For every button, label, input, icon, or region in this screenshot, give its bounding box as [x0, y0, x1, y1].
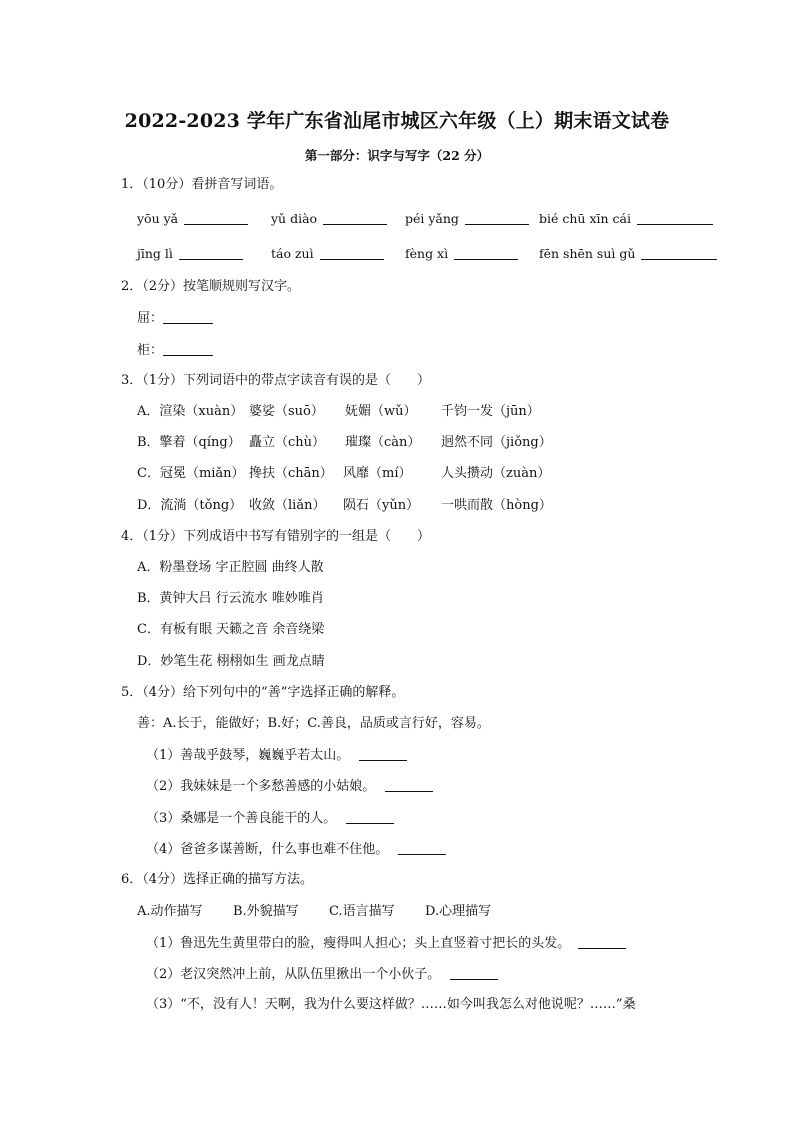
option-row[interactable]: D．妙笔生花 栩栩如生 画龙点睛 — [137, 654, 325, 669]
answer-blank[interactable] — [184, 210, 248, 225]
question-2-stem: 2．（2分）按笔顺规则写汉字。 — [121, 279, 301, 294]
answer-blank[interactable] — [641, 245, 717, 260]
answer-blank[interactable] — [465, 210, 529, 225]
sentence-item: （4）爸爸多谋善断，什么事也难不住他。 — [146, 840, 446, 859]
pinyin-item: yǔ diào — [271, 210, 387, 226]
answer-blank[interactable] — [179, 245, 243, 260]
method-choices: A.动作描写 B.外貌描写 C.语言描写 D.心理描写 — [137, 904, 492, 919]
answer-blank[interactable] — [320, 245, 384, 260]
answer-blank[interactable] — [163, 309, 213, 324]
answer-blank[interactable] — [578, 934, 626, 949]
option-row[interactable]: B．擎着（qíng） 矗立（chù） 璀璨（càn） 迥然不同（jiǒng） — [137, 435, 552, 450]
sentence-item: （1）鲁迅先生黄里带白的脸，瘦得叫人担心；头上直竖着寸把长的头发。 — [146, 934, 626, 953]
option-row[interactable]: A．渲染（xuàn） 婆娑（suō） 妩媚（wǔ） 千钧一发（jūn） — [137, 404, 540, 419]
question-3-stem: 3．（1分）下列词语中的带点字读音有误的是（ ） — [121, 373, 431, 388]
sentence-item: （2）我妹妹是一个多愁善感的小姑娘。 — [146, 777, 433, 796]
pinyin-item: jīng lì — [137, 245, 243, 261]
page-title: 2022-2023 学年广东省汕尾市城区六年级（上）期末语文试卷 — [124, 110, 670, 132]
part-heading: 第一部分：识字与写字（22 分） — [304, 148, 490, 163]
option-row[interactable]: B．黄钟大吕 行云流水 唯妙唯肖 — [137, 591, 324, 606]
option-row[interactable]: C．冠冕（miǎn） 搀扶（chān） 风靡（mí） 人头攒动（zuàn） — [137, 466, 551, 481]
answer-blank[interactable] — [346, 809, 394, 824]
option-row[interactable]: C．有板有眼 天籁之音 余音绕梁 — [137, 622, 325, 637]
sentence-item: （1）善哉乎鼓琴，巍巍乎若太山。 — [146, 746, 407, 765]
pinyin-item: táo zuì — [271, 245, 384, 261]
definition-line: 善：A.长于，能做好；B.好；C.善良，品质或言行好，容易。 — [137, 716, 490, 731]
pinyin-item: yōu yǎ — [137, 210, 248, 226]
answer-blank[interactable] — [398, 840, 446, 855]
sentence-item: （2）老汉突然冲上前，从队伍里揪出一个小伙子。 — [146, 965, 498, 984]
pinyin-item: bié chū xīn cái — [539, 210, 713, 226]
option-row[interactable]: A．粉墨登场 字正腔圆 曲终人散 — [137, 560, 324, 575]
stroke-order-item: 屈： — [137, 309, 213, 328]
answer-blank[interactable] — [323, 210, 387, 225]
stroke-order-item: 柜： — [137, 341, 213, 360]
answer-blank[interactable] — [385, 777, 433, 792]
pinyin-item: fēn shēn suì gǔ — [539, 245, 717, 261]
question-6-stem: 6．（4分）选择正确的描写方法。 — [121, 872, 314, 887]
answer-blank[interactable] — [450, 965, 498, 980]
question-5-stem: 5．（4分）给下列句中的“善”字选择正确的解释。 — [121, 685, 405, 700]
pinyin-item: fèng xì — [405, 245, 518, 261]
sentence-item: （3）“不，没有人！天啊，我为什么要这样做？……如今叫我怎么对他说呢？……”桑 — [146, 997, 636, 1012]
pinyin-item: péi yǎng — [405, 210, 529, 226]
question-1-stem: 1．（10分）看拼音写词语。 — [121, 177, 283, 192]
answer-blank[interactable] — [359, 746, 407, 761]
sentence-item: （3）桑娜是一个善良能干的人。 — [146, 809, 394, 828]
answer-blank[interactable] — [637, 210, 713, 225]
option-row[interactable]: D．流淌（tǒng） 收敛（liǎn） 陨石（yǔn） 一哄而散（hòng） — [137, 498, 552, 513]
answer-blank[interactable] — [454, 245, 518, 260]
answer-blank[interactable] — [163, 341, 213, 356]
question-4-stem: 4．（1分）下列成语中书写有错别字的一组是（ ） — [121, 529, 431, 544]
